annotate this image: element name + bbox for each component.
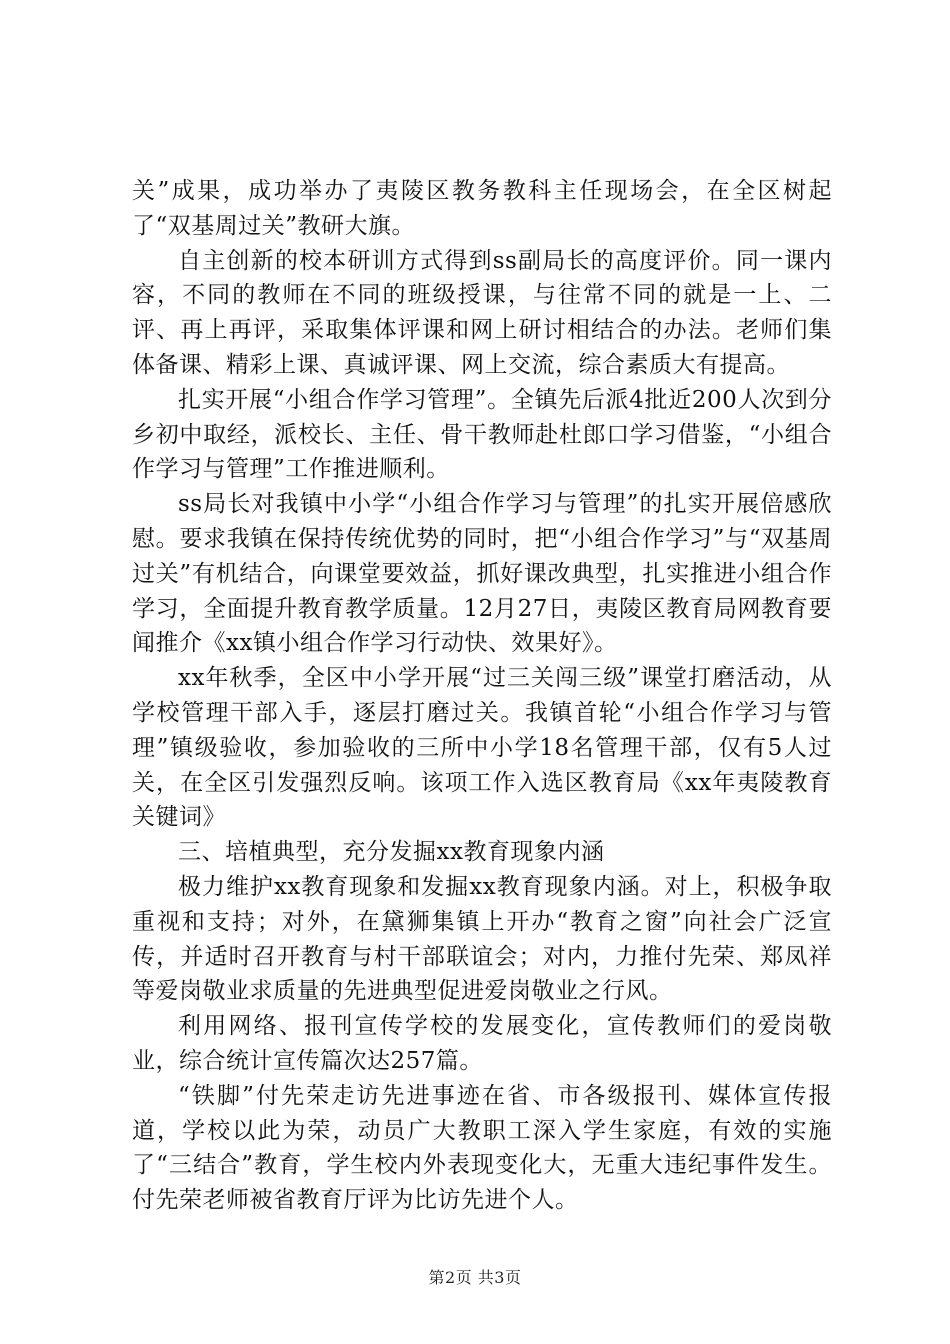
paragraph: 利用网络、报刊宣传学校的发展变化，宣传教师们的爱岗敬业，综合统计宣传篇次达257篇。 [132, 1013, 832, 1074]
paragraph: xx年秋季，全区中小学开展“过三关闯三级”课堂打磨活动，从学校管理干部入手，逐层打磨过关。我镇首轮“小组合作学习与管理”镇级验收，参加验收的三所中小学18名管理干部，仅有5人过关，在全区引发强烈反响。该项工作入选区教育局《xx年夷陵教育关键词》 [132, 665, 832, 831]
paragraph: 关”成果，成功举办了夷陵区教务教科主任现场会，在全区树起了“双基周过关”教研大旗。 [132, 178, 832, 239]
paragraph: “铁脚”付先荣走访先进事迹在省、市各级报刊、媒体宣传报道，学校以此为荣，动员广大教职工深入学生家庭，有效的实施了“三结合”教育，学生校内外表现变化大，无重大违纪事件发生。付先荣老师被省教育厅评为比访先进个人。 [132, 1082, 832, 1214]
page-footer [0, 1268, 950, 1288]
paragraph: 自主创新的校本研训方式得到ss副局长的高度评价。同一课内容，不同的教师在不同的班级授课，与往常不同的就是一上、二评、再上再评，采取集体评课和网上研讨相结合的办法。老师们集体备课、精彩上课、真诚评课、网上交流，综合素质大有提高。 [132, 247, 832, 378]
paragraph: 扎实开展“小组合作学习管理”。全镇先后派4批近200人次到分乡初中取经，派校长、主任、骨干教师赴杜郎口学习借鉴，“小组合作学习与管理”工作推进顺利。 [132, 386, 832, 483]
paragraph: ss局长对我镇中小学“小组合作学习与管理”的扎实开展倍感欣慰。要求我镇在保持传统优势的同时，把“小组合作学习”与“双基周过关”有机结合，向课堂要效益，抓好课改典型，扎实推进小组合作学习，全面提升教育教学质量。12月27日，夷陵区教育局网教育要闻推介《xx镇小组合作学习行动快、效果好》。 [132, 491, 832, 657]
paragraph: 极力维护xx教育现象和发掘xx教育现象内涵。对上，积极争取重视和支持；对外，在黛狮集镇上开办“教育之窗”向社会广泛宣传，并适时召开教育与村干部联谊会；对内，力推付先荣、郑凤祥等爱岗敬业求质量的先进典型促进爱岗敬业之行风。 [132, 873, 832, 1005]
document-body [132, 174, 832, 1218]
page-number-label: 第2页 共3页 [428, 1268, 522, 1287]
section-heading: 三、培植典型，充分发掘xx教育现象内涵 [178, 839, 605, 866]
